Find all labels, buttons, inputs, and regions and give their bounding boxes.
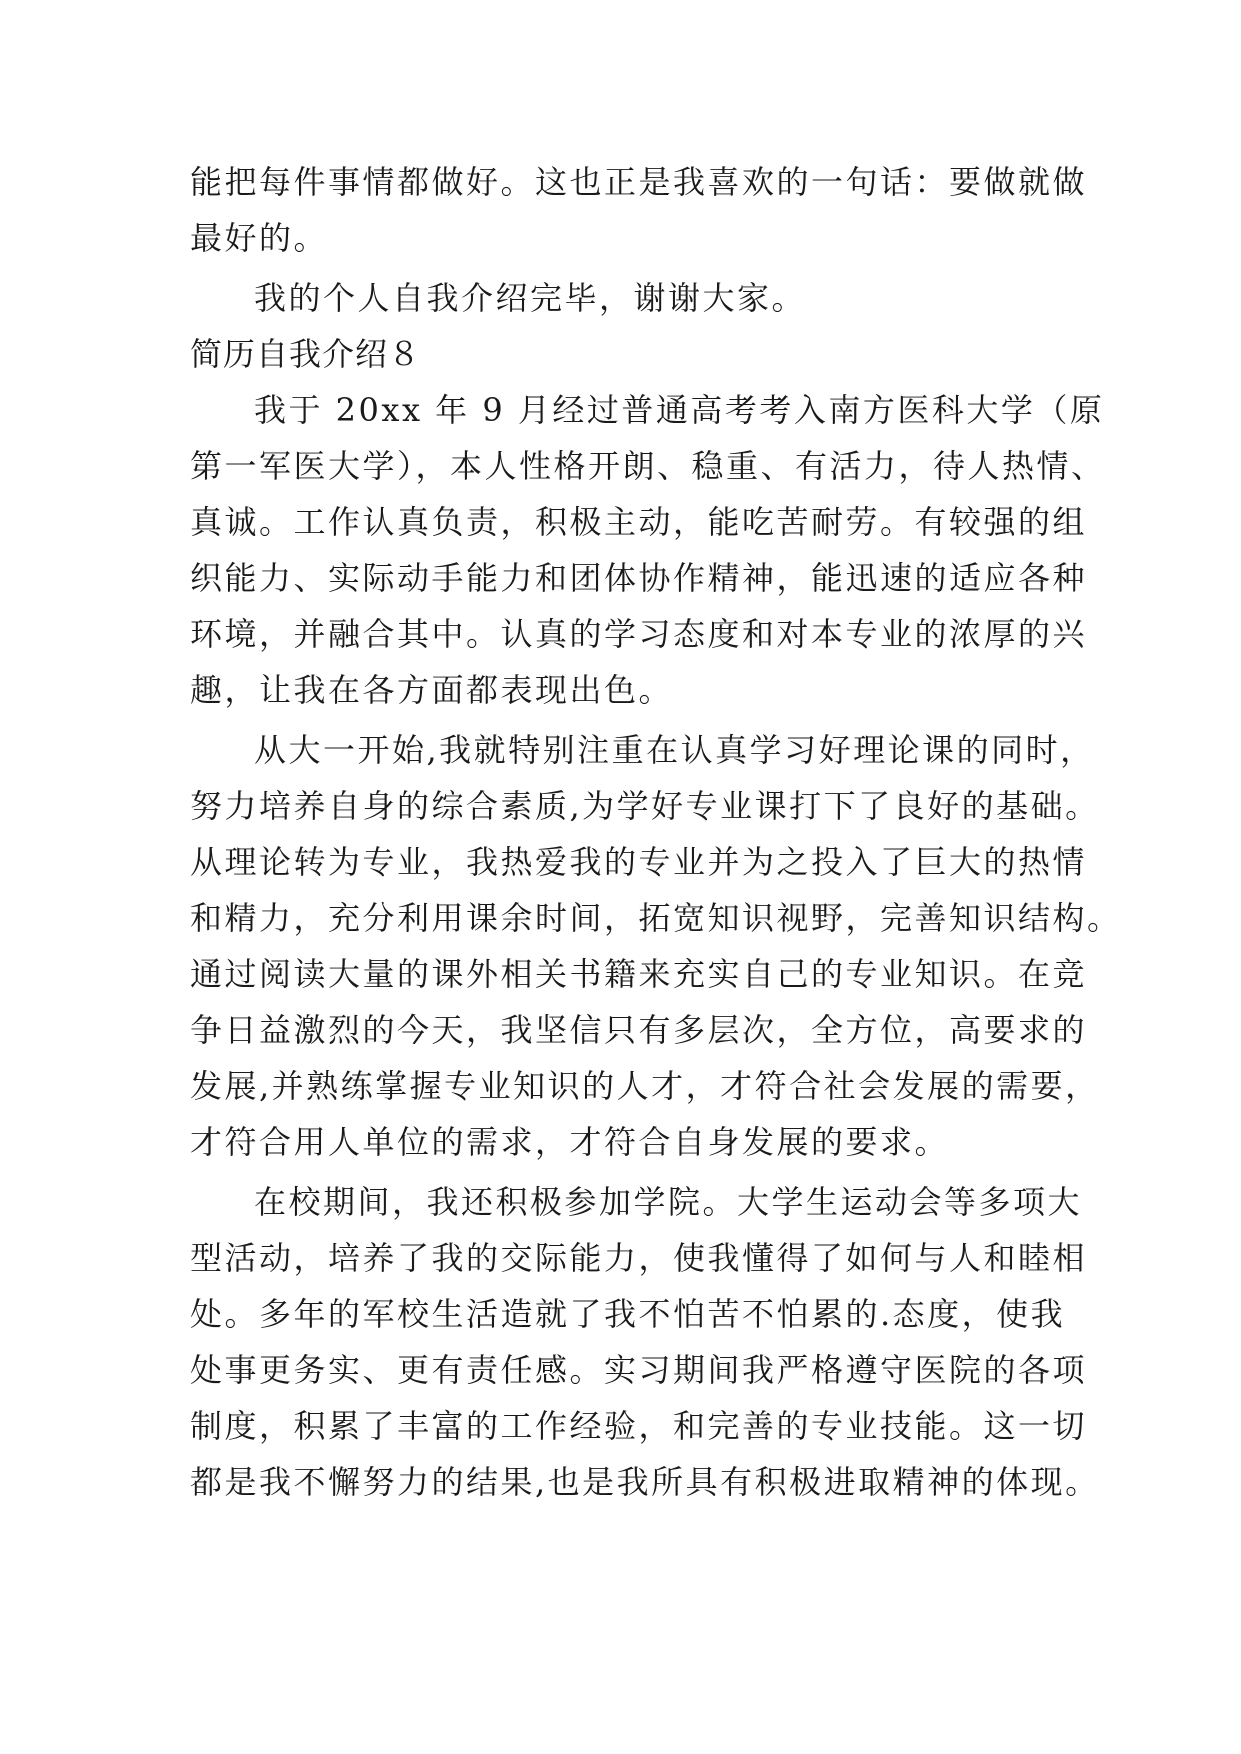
text-line: 趣，让我在各方面都表现出色。: [190, 671, 674, 709]
paragraph-2: [190, 722, 1122, 1170]
text-line: 处事更务实、更有责任感。实习期间我严格遵守医院的各项: [190, 1351, 1088, 1389]
text-line: 发展,并熟练掌握专业知识的人才，才符合社会发展的需要，: [190, 1067, 1100, 1105]
text-line: 织能力、实际动手能力和团体协作精神，能迅速的适应各种: [190, 559, 1088, 597]
text-line: 第一军医大学），本人性格开朗、稳重、有活力，待人热情、: [190, 447, 1106, 485]
section-heading: 简历自我介绍８: [190, 335, 422, 373]
text-line: 从理论转为专业，我热爱我的专业并为之投入了巨大的热情: [190, 843, 1088, 881]
text-line: 和精力，充分利用课余时间，拓宽知识视野，完善知识结构。: [190, 899, 1122, 937]
document-body: [190, 154, 1122, 1510]
text-line: 最好的。: [190, 219, 329, 257]
text-line: 环境，并融合其中。认真的学习态度和对本专业的浓厚的兴: [190, 615, 1088, 653]
intro-tail-paragraph: [190, 154, 1088, 266]
paragraph-1: [190, 382, 1106, 718]
text-line: 型活动，培养了我的交际能力，使我懂得了如何与人和睦相: [190, 1239, 1088, 1277]
text-line: 制度，积累了丰富的工作经验，和完善的专业技能。这一切: [190, 1407, 1088, 1445]
text-line: 通过阅读大量的课外相关书籍来充实自己的专业知识。在竞: [190, 955, 1088, 993]
text-line: 我于 20xx 年 9 月经过普通高考考入南方医科大学（原: [254, 391, 1105, 429]
text-line: 能把每件事情都做好。这也正是我喜欢的一句话：要做就做: [190, 163, 1088, 201]
text-line: 才符合用人单位的需求，才符合自身发展的要求。: [190, 1123, 950, 1161]
text-line: 争日益激烈的今天，我坚信只有多层次，全方位，高要求的: [190, 1011, 1088, 1049]
text-line: 从大一开始,我就特别注重在认真学习好理论课的同时，: [254, 731, 1095, 769]
closing-line: 我的个人自我介绍完毕，谢谢大家。: [254, 279, 807, 317]
text-line: 都是我不懈努力的结果,也是我所具有积极进取精神的体现。: [190, 1463, 1100, 1501]
text-line: 真诚。工作认真负责，积极主动，能吃苦耐劳。有较强的组: [190, 503, 1088, 541]
text-line: 在校期间，我还积极参加学院。大学生运动会等多项大: [254, 1183, 1083, 1221]
paragraph-3: [190, 1174, 1100, 1510]
text-line: 处。多年的军校生活造就了我不怕苦不怕累的.态度，使我: [190, 1295, 1066, 1333]
text-line: 努力培养自身的综合素质,为学好专业课打下了良好的基础。: [190, 787, 1100, 825]
